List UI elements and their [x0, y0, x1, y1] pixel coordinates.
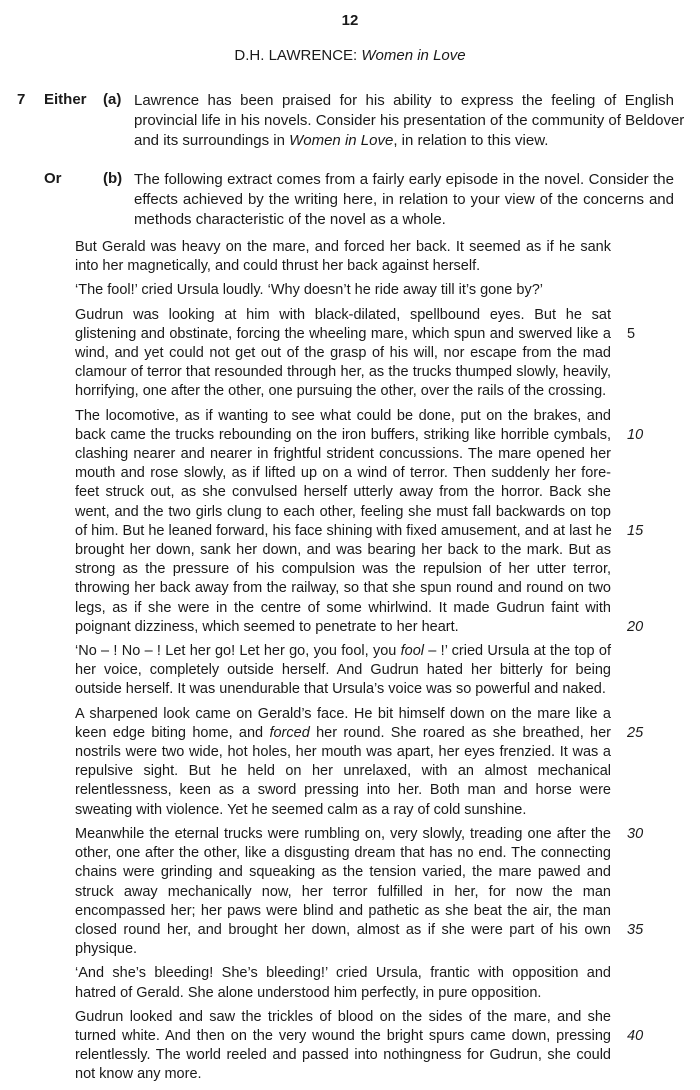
- extract-line: back came the trucks rebounding on the iron buffers, striking like horrible cymbals, 10: [75, 426, 611, 445]
- extract-line: nostrils were two wide, hot holes, her mouth was apart, her eyes frenzied. It was a: [75, 744, 611, 761]
- extract-line: went, and the two girls clung to each other, feeling she must fall backwards on top: [75, 503, 611, 520]
- extract-line: ‘And she’s bleeding! She’s bleeding!’ cried Ursula, frantic with opposition and: [75, 965, 611, 982]
- extract-line: ‘The fool!’ cried Ursula loudly. ‘Why doesn’t he ride away till it’s gone by?’: [75, 282, 543, 299]
- extract: [75, 238, 644, 1090]
- part-b-text: [134, 170, 674, 230]
- extract-line: closed round her, and brought her down, almost as if she were part of his own 35: [75, 921, 611, 940]
- line-number: 25: [627, 724, 644, 741]
- part-b-line: effects achieved by the writing here, in relation to your view of the concerns and: [134, 191, 674, 208]
- extract-line: struck away mechanically now, her terror fulfilled in her, for now the man: [75, 883, 611, 900]
- line-number: 5: [627, 325, 636, 342]
- emphasis-italic: fool: [400, 643, 425, 660]
- extract-paragraph: [75, 407, 644, 637]
- extract-line: other, one after the other, like a disgusting dream that has no end. The connecting: [75, 845, 611, 862]
- extract-line: clamour of terror that resounded through her, as the trucks thumped slowly, heavily,: [75, 364, 611, 381]
- or-label: Or: [44, 170, 62, 187]
- extract-line: A sharpened look came on Gerald’s face. He bit himself down on the mare like a: [75, 705, 611, 722]
- extract-line: Gudrun looked and saw the trickles of blood on the sides of the mare, and she: [75, 1008, 611, 1025]
- extract-line: relentlessly. The world reeled and passed into nothingness for Gudrun, she could: [75, 1047, 611, 1064]
- part-b-label: (b): [103, 170, 123, 187]
- extract-line: Meanwhile the eternal trucks were rumbling on, very slowly, treading one after the 30: [75, 825, 611, 844]
- extract-line: mouth and rose slowly, as if lifted up on a wind of terror. Then suddenly her fore-: [75, 465, 611, 482]
- extract-line: into her magnetically, and could thrust her back against herself.: [75, 258, 481, 275]
- extract-line: glistening and obstinate, forcing the wheeling mare, which spun and swerved like a 5: [75, 325, 611, 344]
- extract-line: feet struck out, as she convulsed herself utterly away from the horror. Back she: [75, 484, 611, 501]
- question-number: 7: [17, 91, 26, 108]
- line-number: 10: [627, 426, 644, 443]
- line-number: 30: [627, 825, 644, 842]
- extract-line: legs, as if she were in the centre of some whirlwind. It made Gudrun faint with: [75, 599, 611, 616]
- extract-line: hatred of Gerald. She alone understood him perfectly, in pure opposition.: [75, 984, 542, 1001]
- part-a-text: [134, 91, 685, 151]
- extract-paragraph: [75, 705, 644, 820]
- extract-line: physique.: [75, 941, 138, 958]
- extract-line: turned white. And then on the very wound the bright spurs came down, pressing 40: [75, 1027, 611, 1046]
- page-number: 12: [341, 12, 359, 29]
- extract-line: Gudrun was looking at him with black-dilated, spellbound eyes. But he sat: [75, 306, 611, 323]
- extract-line: wind, and yet could not get out of the grasp of his will, nor escape from the mad: [75, 345, 611, 362]
- extract-paragraph: [75, 306, 636, 402]
- either-label: Either: [44, 91, 87, 108]
- part-a-label: (a): [103, 91, 122, 108]
- part-b-line: The following extract comes from a fairly early episode in the novel. Consider the: [134, 171, 674, 188]
- extract-line: But Gerald was heavy on the mare, and forced her back. It seemed as if he sank: [75, 239, 611, 255]
- extract-line: ‘No – ! No – ! Let her go! Let her go, you fool, you fool – !’ cried Ursula at the top of: [75, 643, 611, 660]
- extract-line: not know any more.: [75, 1066, 202, 1083]
- line-number: 20: [627, 618, 644, 635]
- extract-paragraph: [75, 1008, 644, 1085]
- line-number: 40: [627, 1027, 644, 1044]
- extract-line: The locomotive, as if wanting to see what could be done, put on the brakes, and: [75, 407, 611, 424]
- part-a-line: Lawrence has been praised for his ability to express the feeling of English: [134, 92, 674, 109]
- extract-line: brought her down, sank her down, and was bearing her back to the mark. But as: [75, 542, 611, 559]
- extract-line: sweating with violence. Yet he seemed calm as a ray of cold sunshine.: [75, 801, 527, 818]
- extract-line: strong as the pressure of his compulsion was the repulsion of her utter terror,: [75, 561, 611, 578]
- extract-line: throwing her back away from the railway, so that she spun round and round on two: [75, 580, 611, 597]
- extract-line: encompassed her; her paws were blind and pathetic as she beat the air, the man: [75, 902, 611, 919]
- extract-paragraph: [75, 825, 644, 959]
- extract-line: poignant dizziness, which seemed to penetrate to her heart. 20: [75, 618, 611, 637]
- extract-line: outside herself. It was unendurable that Ursula’s voice was so powerful and naked.: [75, 681, 606, 698]
- extract-line: horrifying, one after the other, one pursuing the other, over the rails of the crossing.: [75, 383, 607, 400]
- section-title: [0, 47, 700, 64]
- book-title-italic: Women in Love: [289, 132, 394, 149]
- emphasis-italic: forced: [269, 724, 310, 741]
- extract-paragraph: [75, 964, 611, 1002]
- part-a-line: provincial life in his novels. Consider his presentation of the community of Beldover: [134, 112, 685, 129]
- section-book-title: Women in Love: [361, 47, 466, 64]
- extract-line: chains were grinding and squeaking as the tension varied, the mare pawed and: [75, 864, 611, 881]
- extract-paragraph: [75, 281, 611, 300]
- section-author: D.H. LAWRENCE:: [234, 47, 362, 64]
- extract-line: keen edge biting home, and forced her round. She roared as she breathed, her 25: [75, 724, 611, 743]
- part-b-line: methods characteristic of the novel as a whole.: [134, 211, 446, 228]
- extract-line: her voice, completely outside herself. And Gudrun hated her bitterly for being: [75, 662, 611, 679]
- extract-paragraph: [75, 238, 611, 276]
- extract-line: clashing nearer and nearer in frightful strident concussions. The mare opened her: [75, 446, 611, 463]
- extract-paragraph: [75, 642, 611, 700]
- extract-line: repulsive sight. But he held on her unrelaxed, with an almost mechanical: [75, 763, 611, 780]
- line-number: 15: [627, 522, 644, 539]
- extract-line: relentlessness, keen as a sword pressing into her. Both man and horse were: [75, 782, 611, 799]
- part-a-line: and its surroundings in Women in Love, in relation to this view.: [134, 132, 549, 149]
- line-number: 35: [627, 921, 644, 938]
- extract-line: of him. But he leaned forward, his face shining with fixed amusement, and at last he 15: [75, 522, 611, 541]
